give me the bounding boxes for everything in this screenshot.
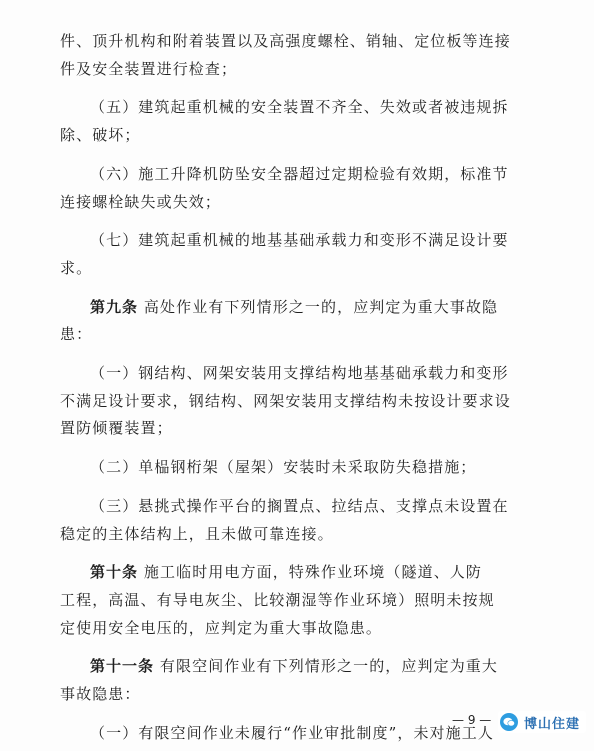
text-line: 件及安全装置进行检查；: [60, 59, 238, 78]
article-10-text: 施工临时用电方面，特殊作业环境（隧道、人防: [143, 563, 482, 582]
article-10-line: [60, 559, 540, 587]
article-11-title: 第十一条: [90, 657, 155, 676]
text-line: 工程，高温、有导电灰尘、比较潮湿等作业环境）照明未按规: [60, 590, 495, 609]
text-line: 求。: [60, 258, 93, 277]
text-line: 不满足设计要求，钢结构、网架安装用支撑结构未按设计要求设: [60, 391, 511, 410]
paragraph-gap: [60, 83, 540, 94]
text-line: 事故隐患：: [60, 685, 141, 704]
text-line: （二）单榀钢桁架（屋架）安装时未采取防失稳措施；: [90, 458, 477, 477]
watermark-text: 博山住建: [524, 716, 581, 732]
text-line: （三）悬挑式操作平台的搁置点、拉结点、支撑点未设置在: [90, 496, 509, 515]
page-number: — 9 —: [452, 713, 492, 727]
text-line: 件、顶升机构和附着装置以及高强度螺栓、销轴、定位板等连接: [60, 32, 511, 50]
paragraph-gap: [60, 216, 540, 227]
document-body: [60, 28, 540, 747]
text-line: （一）有限空间作业未履行“作业审批制度”，未对施工人: [90, 723, 494, 742]
article-10-title: 第十条: [90, 563, 139, 582]
article-9-text: 高处作业有下列情形之一的，应判定为重大事故隐: [143, 297, 499, 316]
wechat-watermark: [498, 711, 586, 733]
page-footer: [452, 713, 491, 727]
chat-bubble-icon: [500, 713, 518, 731]
paragraph-gap: [60, 283, 540, 294]
text-line: （七）建筑起重机械的地基基础承载力和变形不满足设计要: [90, 231, 509, 250]
text-line: 稳定的主体结构上，且未做可靠连接。: [60, 524, 334, 543]
paragraph-gap: [60, 443, 540, 454]
article-9-line: [60, 294, 540, 322]
text-line: （一）钢结构、网架安装用支撑结构地基基础承载力和变形: [90, 364, 509, 383]
text-line: （六）施工升降机防坠安全器超过定期检验有效期，标准节: [90, 164, 509, 183]
text-line: 置防倾覆装置；: [60, 419, 173, 438]
article-11-line: [60, 653, 540, 681]
paragraph-gap: [60, 482, 540, 493]
text-line: 患：: [60, 325, 93, 344]
article-11-text: 有限空间作业有下列情形之一的，应判定为重大: [159, 657, 498, 676]
text-line: （五）建筑起重机械的安全装置不齐全、失效或者被违规拆: [90, 98, 509, 117]
paragraph-gap: [60, 349, 540, 360]
text-line: 除、破坏；: [60, 126, 141, 145]
text-line: 定使用安全电压的，应判定为重大事故隐患。: [60, 618, 383, 637]
article-9-title: 第九条: [90, 297, 139, 316]
paragraph-gap: [60, 642, 540, 653]
text-line: 连接螺栓缺失或失效；: [60, 192, 222, 211]
paragraph-gap: [60, 150, 540, 161]
paragraph-gap: [60, 548, 540, 559]
